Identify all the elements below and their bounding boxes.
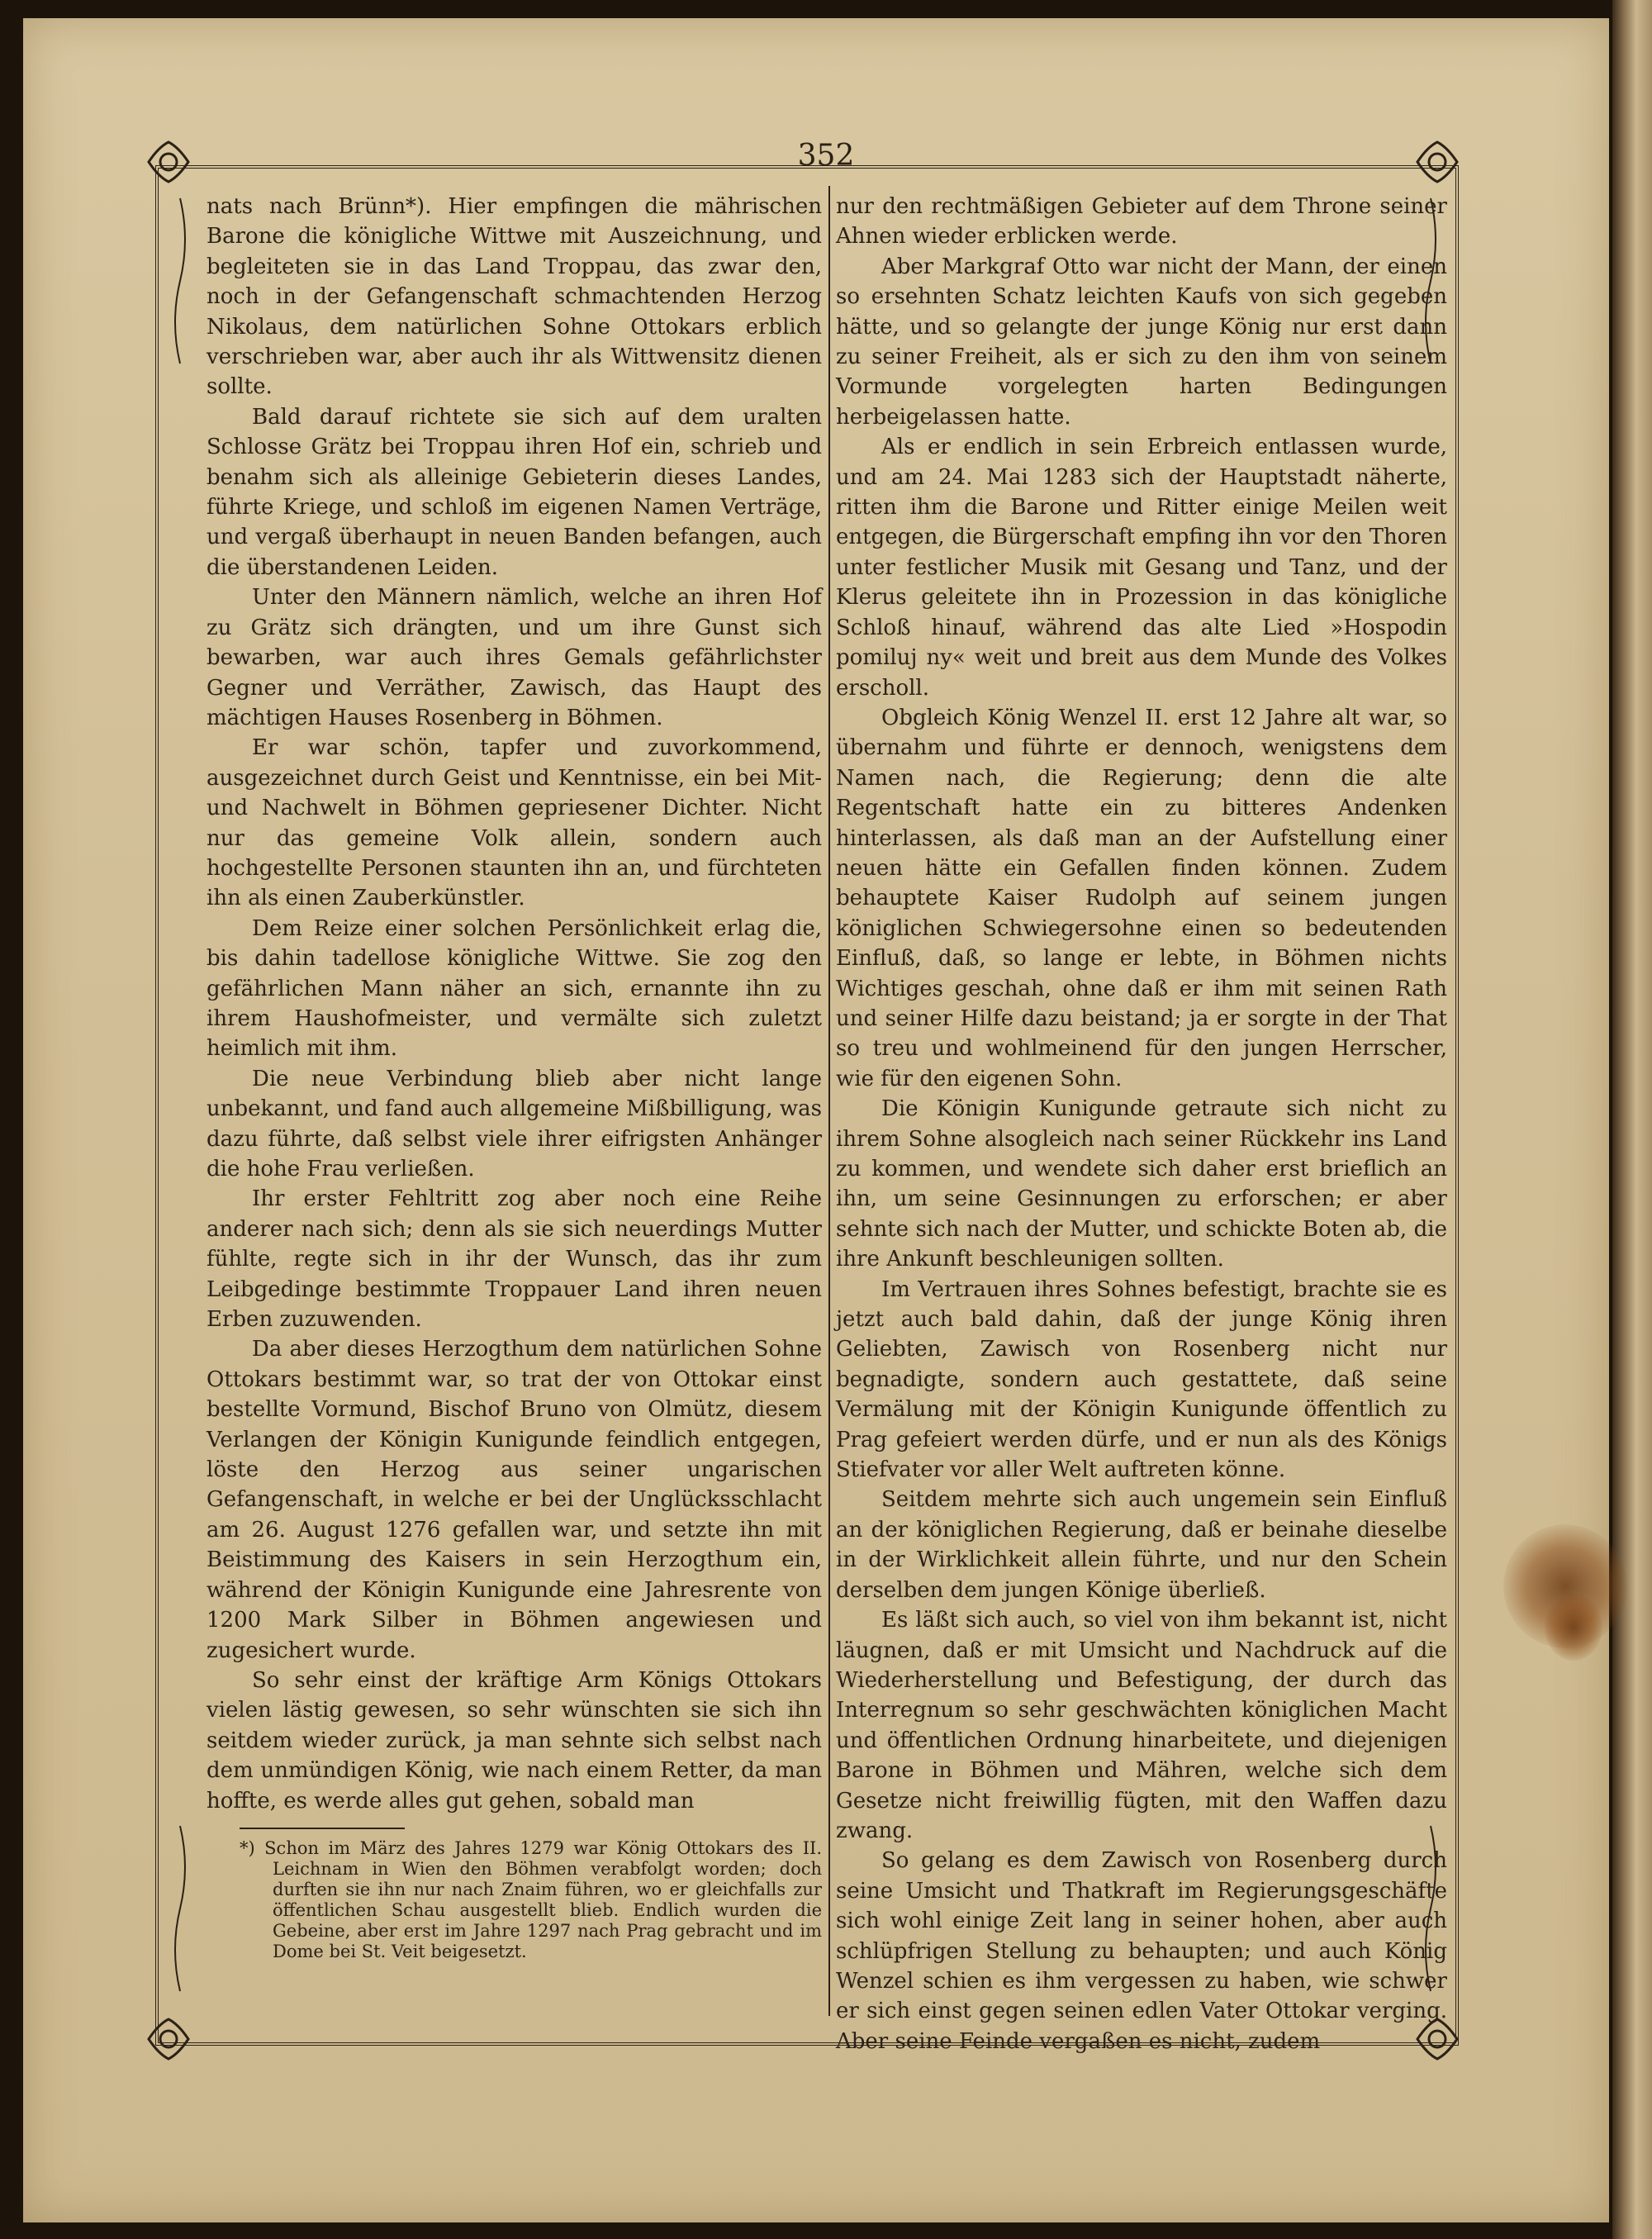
page-number: 352 [797, 139, 855, 173]
paragraph: So gelang es dem Zawisch von Rosenberg durch seine Umsicht und Thatkraft im Regierungsgeschäfte sich wohl einige Zeit lang in seiner hohen, aber auch schlüpfrigen Stellung zu behaupten; und auch König Wenzel schien es ihm vergessen zu haben, wie schwer er sich einst gegen seinen edlen Vater Ottokar verging. Aber seine Feinde vergaßen es nicht, zudem [836, 1848, 1447, 2054]
paragraph: So sehr einst der kräftige Arm Königs Ottokars vielen lästig gewesen, so sehr wünschten sie sich ihn seitdem wieder zurück, ja man sehnte sich selbst nach dem unmündigen König, wie nach einem Retter, da man hoffte, es werde alles gut gehen, sobald man [206, 1667, 822, 1814]
paragraph: Seitdem mehrte sich auch ungemein sein Einfluß an der königlichen Regierung, daß er beinahe dieselbe in der Wirklichkeit allein führte, und nur den Schein derselben dem jungen Könige überließ. [836, 1487, 1447, 1603]
water-stain [1545, 1595, 1602, 1661]
paragraph: Da aber dieses Herzogthum dem natürlichen Sohne Ottokars bestimmt war, so trat der von Ottokar einst bestellte Vormund, Bischof Bruno von Olmütz, diesem Verlangen der Königin Kunigunde feindlich entgegen, löste den Herzog aus seiner ungarischen Gefangenschaft, in welche er bei der Unglücksschlacht am 26. August 1276 gefallen war, und setzte ihn mit Beistimmung des Kaisers in sein Herzogthum ein, während der Königin Kunigunde eine Jahresrente von 1200 Mark Silber in Böhmen angewiesen und zugesichert wurde. [206, 1337, 822, 1663]
corner-ornament-icon [145, 2016, 192, 2062]
footnote-rule [240, 1828, 405, 1829]
paragraph: Bald darauf richtete sie sich auf dem uralten Schlosse Grätz bei Troppau ihren Hof ein, schrieb und benahm sich als alleinige Gebieterin dieses Landes, führte Kriege, und schloß im eigenen Namen Verträge, und vergaß überhaupt in neuen Banden befangen, auch die überstandenen Leiden. [206, 404, 822, 580]
book-spine-edge [1612, 0, 1652, 2239]
paragraph: Er war schön, tapfer und zuvorkommend, ausgezeichnet durch Geist und Kenntnisse, ein bei Mit- und Nachwelt in Böhmen gepriesener Dichter. Nicht nur das gemeine Volk allein, sondern auch hochgestellte Personen staunten ihn an, und fürchteten ihn als einen Zauberkünstler. [206, 735, 822, 911]
footnote [240, 1838, 822, 1962]
footnote-text: *) Schon im März des Jahres 1279 war König Ottokars des II. Leichnam in Wien den Böhmen verabfolgt worden; doch durften sie ihn nur nach Znaim führen, wo er gleichfalls zur öffentlichen Schau ausgestellt blieb. Endlich wurden die Gebeine, aber erst im Jahre 1297 nach Prag gebracht und im Dome bei St. Veit beigesetzt. [240, 1838, 822, 1961]
paragraph: Ihr erster Fehltritt zog aber noch eine Reihe anderer nach sich; denn als sie sich neuerdings Mutter fühlte, regte sich in ihr der Wunsch, das ihr zum Leibgedinge bestimmte Troppauer Land ihren neuen Erben zuzuwenden. [206, 1186, 822, 1333]
paragraph: Im Vertrauen ihres Sohnes befestigt, brachte sie es jetzt auch bald dahin, daß der junge König ihren Geliebten, Zawisch von Rosenberg nicht nur begnadigte, sondern auch gestattete, daß seine Vermälung mit der Königin Kunigunde öffentlich zu Prag gefeiert werden dürfe, und er nun als des Königs Stiefvater vor aller Welt auftreten könne. [836, 1276, 1447, 1483]
left-text-column [206, 192, 822, 1816]
paragraph: Die Königin Kunigunde getraute sich nicht zu ihrem Sohne alsogleich nach seiner Rückkehr ins Land zu kommen, und wendete sich daher erst brieflich an ihn, um seine Gesinnungen zu erforschen; er aber sehnte sich nach der Mutter, und schickte Boten ab, die ihre Ankunft beschleunigen sollten. [836, 1096, 1447, 1272]
left-border-flourish-icon [165, 174, 195, 2016]
paragraph: Es läßt sich auch, so viel von ihm bekannt ist, nicht läugnen, daß er mit Umsicht und Nachdruck auf die Wiederherstellung und Befestigung, der durch das Interregnum so sehr geschwächten königlichen Macht und öffentlichen Ordnung hinarbeitete, und diejenigen Barone in Böhmen und Mähren, welche sich dem Gesetze nicht freiwillig fügten, mit den Waffen dazu zwang. [836, 1608, 1447, 1843]
paragraph: Obgleich König Wenzel II. erst 12 Jahre alt war, so übernahm und führte er dennoch, wenigstens dem Namen nach, die Regierung; denn die alte Regentschaft hatte ein zu bitteres Andenken hinterlassen, als daß man an der Aufstellung einer neuen hätte ein Gefallen finden können. Zudem behauptete Kaiser Rudolph auf seinem jungen königlichen Schwiegersohne einen so bedeutenden Einfluß, daß, so lange er lebte, in Böhmen nichts Wichtiges geschah, ohne daß er ihm mit seinen Rath und seiner Hilfe dazu beistand; ja er sorgte in der That so treu und wohlmeinend für den jungen Herrscher, wie für den eigenen Sohn. [836, 705, 1447, 1091]
paragraph: Dem Reize einer solchen Persönlichkeit erlag die, bis dahin tadellose königliche Wittwe. Sie zog den gefährlichen Mann näher an sich, ernannte ihn zu ihrem Haushofmeister, und vermälte sich zuletzt heimlich mit ihm. [206, 915, 822, 1062]
column-divider [828, 186, 830, 2016]
paragraph: Unter den Männern nämlich, welche an ihren Hof zu Grätz sich drängten, und um ihre Gunst sich bewarben, war auch ihres Gemals gefährlichster Gegner und Verräther, Zawisch, das Haupt des mächtigen Hauses Rosenberg in Böhmen. [206, 585, 822, 730]
right-text-column [836, 192, 1447, 2056]
paragraph: Als er endlich in sein Erbreich entlassen wurde, und am 24. Mai 1283 sich der Hauptstadt näherte, ritten ihm die Barone und Ritter einige Meilen weit entgegen, die Bürgerschaft empfing ihn vor den Thoren unter festlicher Musik mit Gesang und Tanz, und der Klerus geleitete ihn in Prozession in das königliche Schloß hinauf, während das alte Lied »Hospodin pomiluj ny« weit und breit aus dem Munde des Volkes erscholl. [836, 435, 1447, 701]
paragraph: nats nach Brünn*). Hier empfingen die mährischen Barone die königliche Wittwe mit Auszeichnung, und begleiteten sie in das Land Troppau, das zwar den, noch in der Gefangenschaft schmachtenden Herzog Nikolaus, dem natürlichen Sohne Ottokars erblich verschrieben war, aber auch ihr als Wittwensitz dienen sollte. [206, 194, 822, 400]
paragraph: Aber Markgraf Otto war nicht der Mann, der einen so ersehnten Schatz leichten Kaufs von sich gegeben hätte, und so gelangte der junge König nur erst dann zu seiner Freiheit, als er sich zu den ihm von seinem Vormunde vorgelegten harten Bedingungen herbeigelassen hatte. [836, 254, 1447, 430]
paragraph: nur den rechtmäßigen Gebieter auf dem Throne seiner Ahnen wieder erblicken werde. [836, 194, 1447, 250]
paragraph: Die neue Verbindung blieb aber nicht lange unbekannt, und fand auch allgemeine Mißbilligung, was dazu führte, daß selbst viele ihrer eifrigsten Anhänger die hohe Frau verließen. [206, 1066, 822, 1181]
